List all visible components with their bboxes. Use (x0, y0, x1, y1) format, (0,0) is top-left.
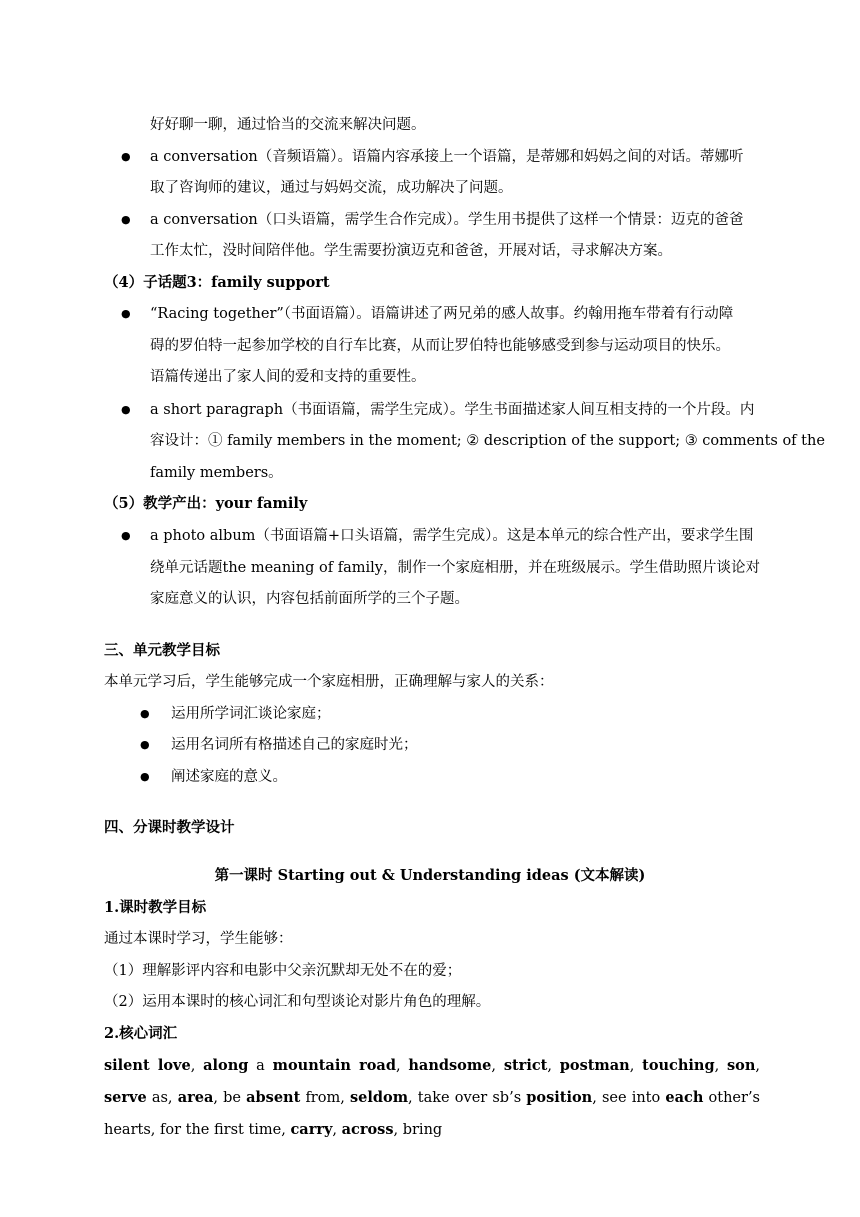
bullet-text: a photo album（书面语篇+口头语篇，需学生完成）。这是本单元的综合性产出，要求学生围 (150, 528, 754, 544)
vocab-text: a (248, 1058, 273, 1074)
bullet-text: a conversation（音频语篇）。语篇内容承接上一个语篇，是蒂娜和妈妈之间的对话。蒂娜听 (150, 149, 744, 165)
bullet-icon: ● (140, 707, 150, 720)
section-heading: 三、单元教学目标 (104, 642, 220, 659)
bullet-icon: ● (121, 403, 131, 416)
vocab-term: serve (104, 1089, 147, 1106)
vocab-term: across (341, 1121, 394, 1138)
goal-item: 阐述家庭的意义。 (171, 769, 287, 785)
bullet-text: 家庭意义的认识，内容包括前面所学的三个子题。 (150, 591, 469, 607)
bullet-text: a short paragraph（书面语篇，需学生完成）。学生书面描述家人间互相支持的一个片段。内 (150, 402, 755, 418)
bullet-icon: ● (121, 150, 131, 163)
lesson-intro: 通过本课时学习，学生能够： (104, 931, 293, 947)
paragraph-continuation: 好好聊一聊，通过恰当的交流来解决问题。 (150, 117, 426, 133)
vocab-term: seldom (349, 1089, 409, 1106)
vocab-text: , (491, 1058, 504, 1074)
subsection-heading: 1.课时教学目标 (104, 899, 207, 916)
bullet-text: “Racing together”（书面语篇）。语篇讲述了两兄弟的感人故事。约翰用拖车带着有行动障 (150, 306, 734, 322)
vocab-text: from, (300, 1090, 350, 1106)
vocab-term: mountain road (272, 1057, 396, 1074)
vocab-term: handsome (408, 1057, 492, 1074)
bullet-icon: ● (140, 770, 150, 783)
vocab-text: , (395, 1058, 409, 1074)
bullet-icon: ● (121, 213, 131, 226)
section-intro: 本单元学习后，学生能够完成一个家庭相册，正确理解与家人的关系： (104, 674, 554, 690)
bullet-text: 容设计：① family members in the moment; ② description of the support; ③ comments of the (150, 433, 825, 449)
bullet-icon: ● (121, 307, 131, 320)
bullet-icon: ● (121, 529, 131, 542)
bullet-text: 绕单元话题the meaning of family，制作一个家庭相册，并在班级展示。学生借助照片谈论对 (150, 560, 760, 576)
bullet-text: 工作太忙，没时间陪伴他。学生需要扮演迈克和爸爸，开展对话，寻求解决方案。 (150, 243, 672, 259)
vocab-term: along (203, 1057, 249, 1074)
goal-item: 运用名词所有格描述自己的家庭时光； (171, 737, 418, 753)
vocab-term: each (665, 1089, 704, 1106)
vocab-term: carry (290, 1121, 333, 1138)
bullet-icon: ● (140, 738, 150, 751)
lesson-title: 第一课时 Starting out & Understanding ideas (文本解读) (214, 867, 646, 884)
vocab-text: , (190, 1058, 204, 1074)
vocab-text: , bring (393, 1122, 443, 1138)
subtopic-heading: （4）子话题3：family support (104, 274, 330, 291)
subsection-heading: 2.核心词汇 (104, 1025, 178, 1042)
vocab-text: , take over sb’s (408, 1090, 527, 1106)
subtopic-heading: （5）教学产出：your family (104, 495, 308, 512)
vocab-term: postman (559, 1057, 630, 1074)
vocab-text: , (547, 1058, 560, 1074)
vocab-text: other’s hearts, for the first time, (104, 1090, 760, 1138)
vocab-term: area (177, 1089, 214, 1106)
vocab-term: strict (503, 1057, 548, 1074)
bullet-text: 取了咨询师的建议，通过与妈妈交流，成功解决了问题。 (150, 180, 513, 196)
vocab-text: , be (213, 1090, 247, 1106)
goal-item: 运用所学词汇谈论家庭； (171, 706, 331, 722)
vocab-term: touching (642, 1057, 715, 1074)
vocab-text: , see into (592, 1090, 666, 1106)
vocab-text: as, (146, 1090, 178, 1106)
vocab-text: , (332, 1122, 342, 1138)
vocab-term: absent (246, 1089, 301, 1106)
vocab-text: , (755, 1058, 761, 1074)
lesson-goal: （2）运用本课时的核心词汇和句型谈论对影片角色的理解。 (104, 994, 491, 1010)
bullet-text: a conversation（口头语篇，需学生合作完成）。学生用书提供了这样一个情景：迈克的爸爸 (150, 212, 744, 228)
bullet-text: 碍的罗伯特一起参加学校的自行车比赛，从而让罗伯特也能够感受到参与运动项目的快乐。 (150, 338, 730, 354)
bullet-text: family members。 (150, 465, 283, 481)
bullet-text: 语篇传递出了家人间的爱和支持的重要性。 (150, 369, 426, 385)
vocab-text: , (714, 1058, 728, 1074)
vocab-term: position (526, 1089, 593, 1106)
lesson-goal: （1）理解影评内容和电影中父亲沉默却无处不在的爱； (104, 963, 462, 979)
vocab-text: , (629, 1058, 643, 1074)
vocab-term: silent love (104, 1057, 191, 1074)
section-heading: 四、分课时教学设计 (104, 819, 235, 836)
vocab-term: son (727, 1057, 756, 1074)
core-vocabulary (104, 1050, 760, 1146)
